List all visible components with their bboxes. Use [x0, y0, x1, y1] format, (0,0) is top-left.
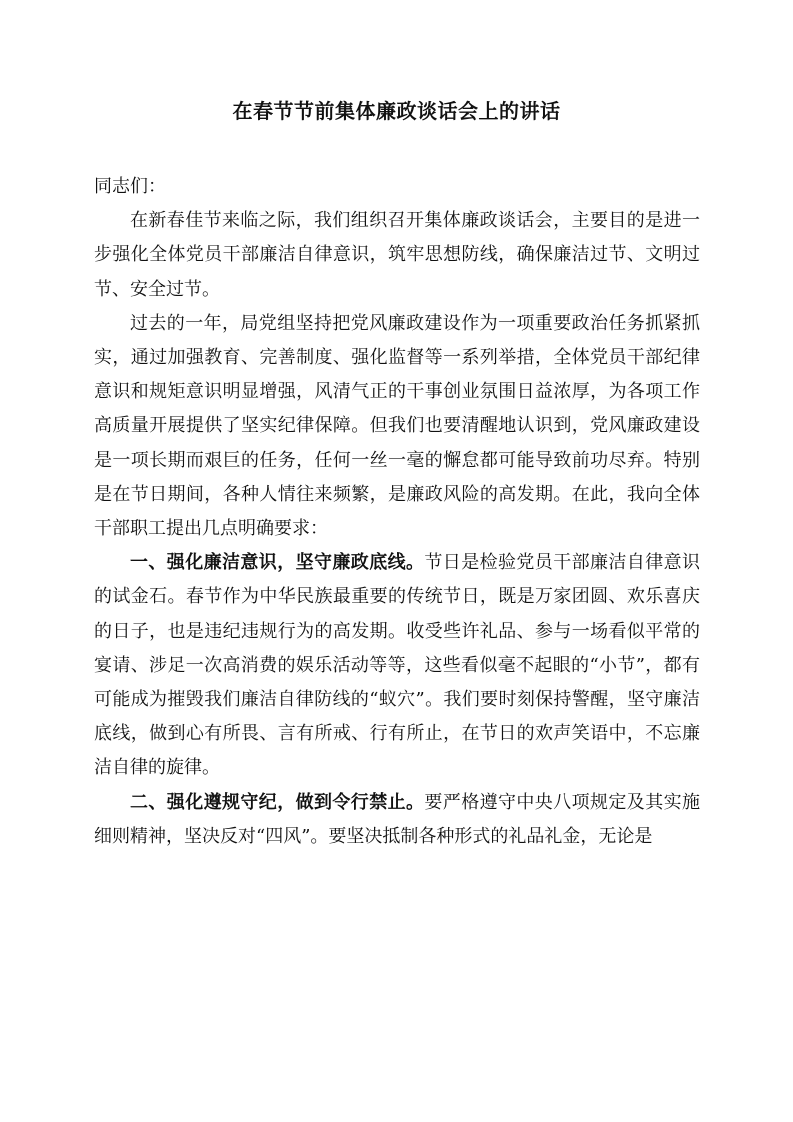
paragraph-text: 在新春佳节来临之际，我们组织召开集体廉政谈话会，主要目的是进一步强化全体党员干部廉洁自律意识，筑牢思想防线，确保廉洁过节、文明过节、安全过节。: [94, 210, 700, 300]
paragraph-text: 要严格遵守中央八项规定及其实施细则精神，坚决反对“四风”。要坚决抵制各种形式的礼品礼金，无论是: [94, 791, 701, 847]
paragraph-review: [94, 307, 700, 546]
paragraph-requirement-2: [94, 786, 700, 854]
paragraph-text: 节日是检验党员干部廉洁自律意识的试金石。春节作为中华民族最重要的传统节日，既是万家团圆、欢乐喜庆的日子，也是违纪违规行为的高发期。收受些许礼品、参与一场看似平常的宴请、涉足一次高消费的娱乐活动等等，这些看似毫不起眼的“小节”，都有可能成为摧毁我们廉洁自律防线的“蚁穴”。我们要时刻保持警醒，坚守廉洁底线，做到心有所畏、言有所戒、行有所止，在节日的欢声笑语中，不忘廉洁自律的旋律。: [94, 552, 701, 779]
paragraph-lead: 一、强化廉洁意识，坚守廉政底线。: [130, 552, 425, 574]
document-title: 在春节节前集体廉政谈话会上的讲话: [232, 99, 561, 123]
paragraph-intro: [94, 204, 700, 307]
paragraph-lead: 二、强化遵规守纪，做到令行禁止。: [130, 791, 425, 813]
salutation: 同志们：: [94, 176, 166, 197]
paragraph-text: 过去的一年，局党组坚持把党风廉政建设作为一项重要政治任务抓紧抓实，通过加强教育、完善制度、强化监督等一系列举措，全体党员干部纪律意识和规矩意识明显增强，风清气正的干事创业氛围日益浓厚，为各项工作高质量开展提供了坚实纪律保障。但我们也要清醒地认识到，党风廉政建设是一项长期而艰巨的任务，任何一丝一毫的懈怠都可能导致前功尽弃。特别是在节日期间，各种人情往来频繁，是廉政风险的高发期。在此，我向全体干部职工提出几点明确要求：: [94, 312, 700, 540]
document-body: [94, 170, 700, 854]
paragraph-requirement-1: [94, 546, 700, 785]
